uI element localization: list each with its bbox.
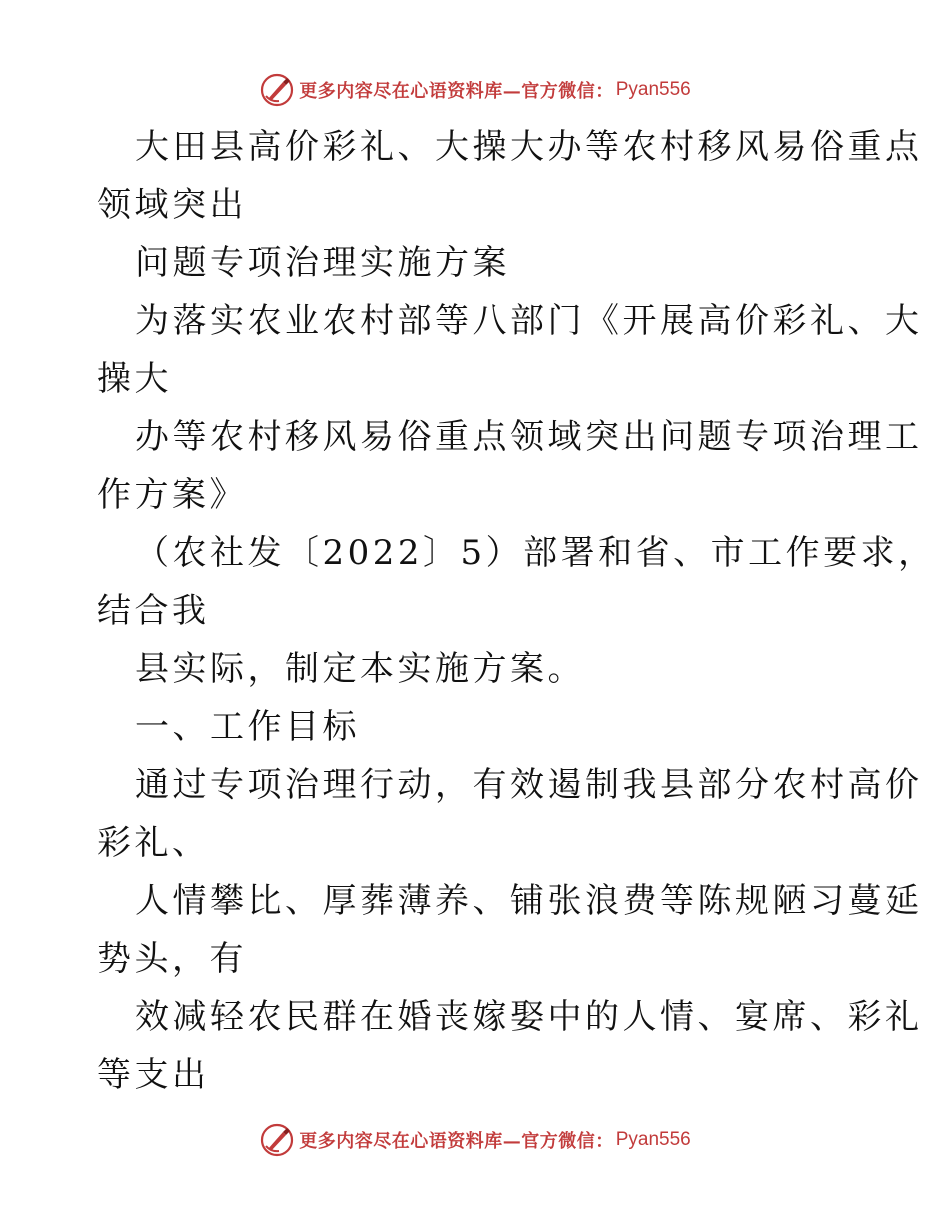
header-watermark (0, 70, 950, 110)
text-line: 领域突出 (97, 185, 247, 225)
footer-watermark (0, 1120, 950, 1160)
watermark-text: 更多内容尽在心语资料库—官方微信： (299, 81, 614, 102)
text-line: 问题专项治理实施方案 (135, 243, 510, 283)
watermark-id: Pyan556 (615, 79, 691, 100)
text-line: 通过专项治理行动，有效遏制我县部分农村高价 (135, 765, 923, 805)
text-line: 办等农村移风易俗重点领域突出问题专项治理工 (135, 417, 923, 457)
text-line: 为落实农业农村部等八部门《开展高价彩礼、大 (135, 301, 923, 341)
text-line: 结合我 (97, 591, 210, 631)
text-line: 等支出 (97, 1055, 210, 1095)
document-body (97, 118, 936, 1104)
pen-logo-icon (259, 1122, 295, 1158)
text-line: 势头，有 (97, 939, 247, 979)
text-line: 彩礼、 (97, 823, 210, 863)
text-line: 人情攀比、厚葬薄养、铺张浪费等陈规陋习蔓延 (135, 881, 923, 921)
watermark-id: Pyan556 (615, 1129, 691, 1150)
text-line: （农社发〔2022〕5）部署和省、市工作要求， (135, 533, 936, 573)
text-line: 操大 (97, 359, 172, 399)
watermark-text: 更多内容尽在心语资料库—官方微信： (299, 1131, 614, 1152)
text-line: 县实际，制定本实施方案。 (135, 649, 585, 689)
text-line: 作方案》 (97, 475, 247, 515)
text-line: 大田县高价彩礼、大操大办等农村移风易俗重点 (135, 127, 923, 167)
text-line: 一、工作目标 (135, 707, 360, 747)
pen-logo-icon (259, 72, 295, 108)
text-line: 效减轻农民群在婚丧嫁娶中的人情、宴席、彩礼 (135, 997, 923, 1037)
